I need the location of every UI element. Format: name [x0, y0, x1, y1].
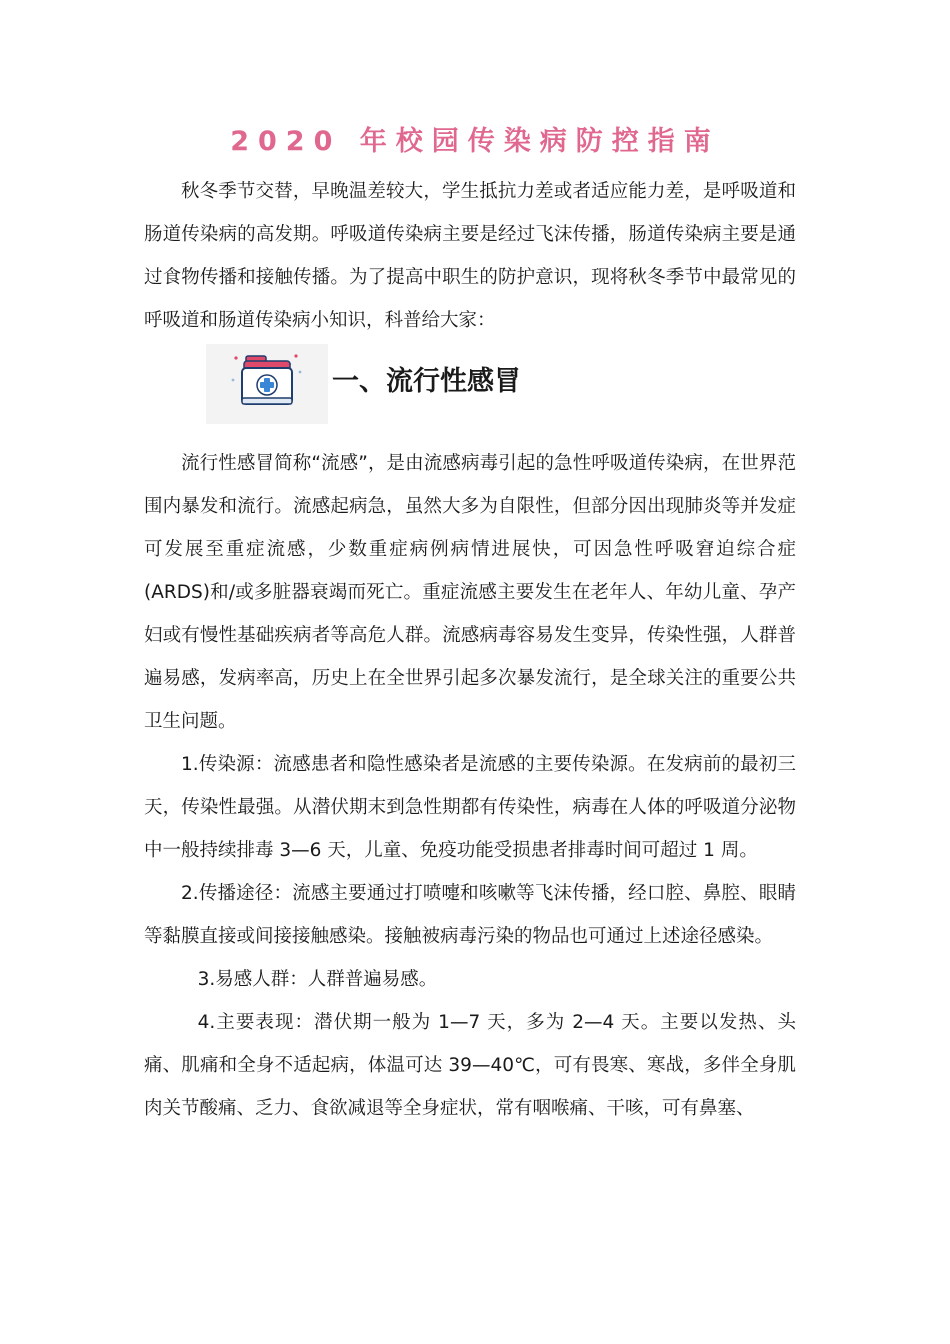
intro-block: [144, 170, 796, 342]
section-title-flu: 一、流行性感冒: [332, 366, 521, 397]
flu-symptoms-paragraph: 4.主要表现：潜伏期一般为 1—7 天，多为 2—4 天。主要以发热、头痛、肌痛和全身不适起病，体温可达 39—40℃，可有畏寒、寒战，多伴全身肌肉关节酸痛、乏力、食欲减退等全身症状，常有咽喉痛、干咳，可有鼻塞、: [144, 1012, 796, 1119]
section-heading-flu: [206, 344, 536, 424]
medical-kit-icon: [230, 350, 304, 416]
flu-body-block: [144, 442, 796, 1130]
flu-source-paragraph: 1.传染源：流感患者和隐性感染者是流感的主要传染源。在发病前的最初三天，传染性最强。从潜伏期末到急性期都有传染性，病毒在人体的呼吸道分泌物中一般持续排毒 3—6 天，儿童、免疫功能受损患者排毒时间可超过 1 周。: [144, 754, 796, 861]
flu-transmission-paragraph: 2.传播途径：流感主要通过打喷嚏和咳嗽等飞沫传播，经口腔、鼻腔、眼睛等黏膜直接或间接接触感染。接触被病毒污染的物品也可通过上述途径感染。: [144, 883, 796, 947]
intro-paragraph: 秋冬季节交替，早晚温差较大，学生抵抗力差或者适应能力差，是呼吸道和肠道传染病的高发期。呼吸道传染病主要是经过飞沫传播，肠道传染病主要是通过食物传播和接触传播。为了提高中职生的防护意识，现将秋冬季节中最常见的呼吸道和肠道传染病小知识，科普给大家：: [144, 181, 796, 331]
flu-susceptible-paragraph: 3.易感人群：人群普遍易感。: [197, 969, 438, 990]
document-title: 2020 年校园传染病防控指南: [230, 126, 720, 157]
flu-overview-paragraph: 流行性感冒简称“流感”，是由流感病毒引起的急性呼吸道传染病，在世界范围内暴发和流行。流感起病急，虽然大多为自限性，但部分因出现肺炎等并发症可发展至重症流感，少数重症病例病情进展快，可因急性呼吸窘迫综合症(ARDS)和/或多脏器衰竭而死亡。重症流感主要发生在老年人、年幼儿童、孕产妇或有慢性基础疾病者等高危人群。流感病毒容易发生变异，传染性强，人群普遍易感，发病率高，历史上在全世界引起多次暴发流行，是全球关注的重要公共卫生问题。: [144, 453, 796, 732]
section-icon-box: [206, 344, 328, 424]
